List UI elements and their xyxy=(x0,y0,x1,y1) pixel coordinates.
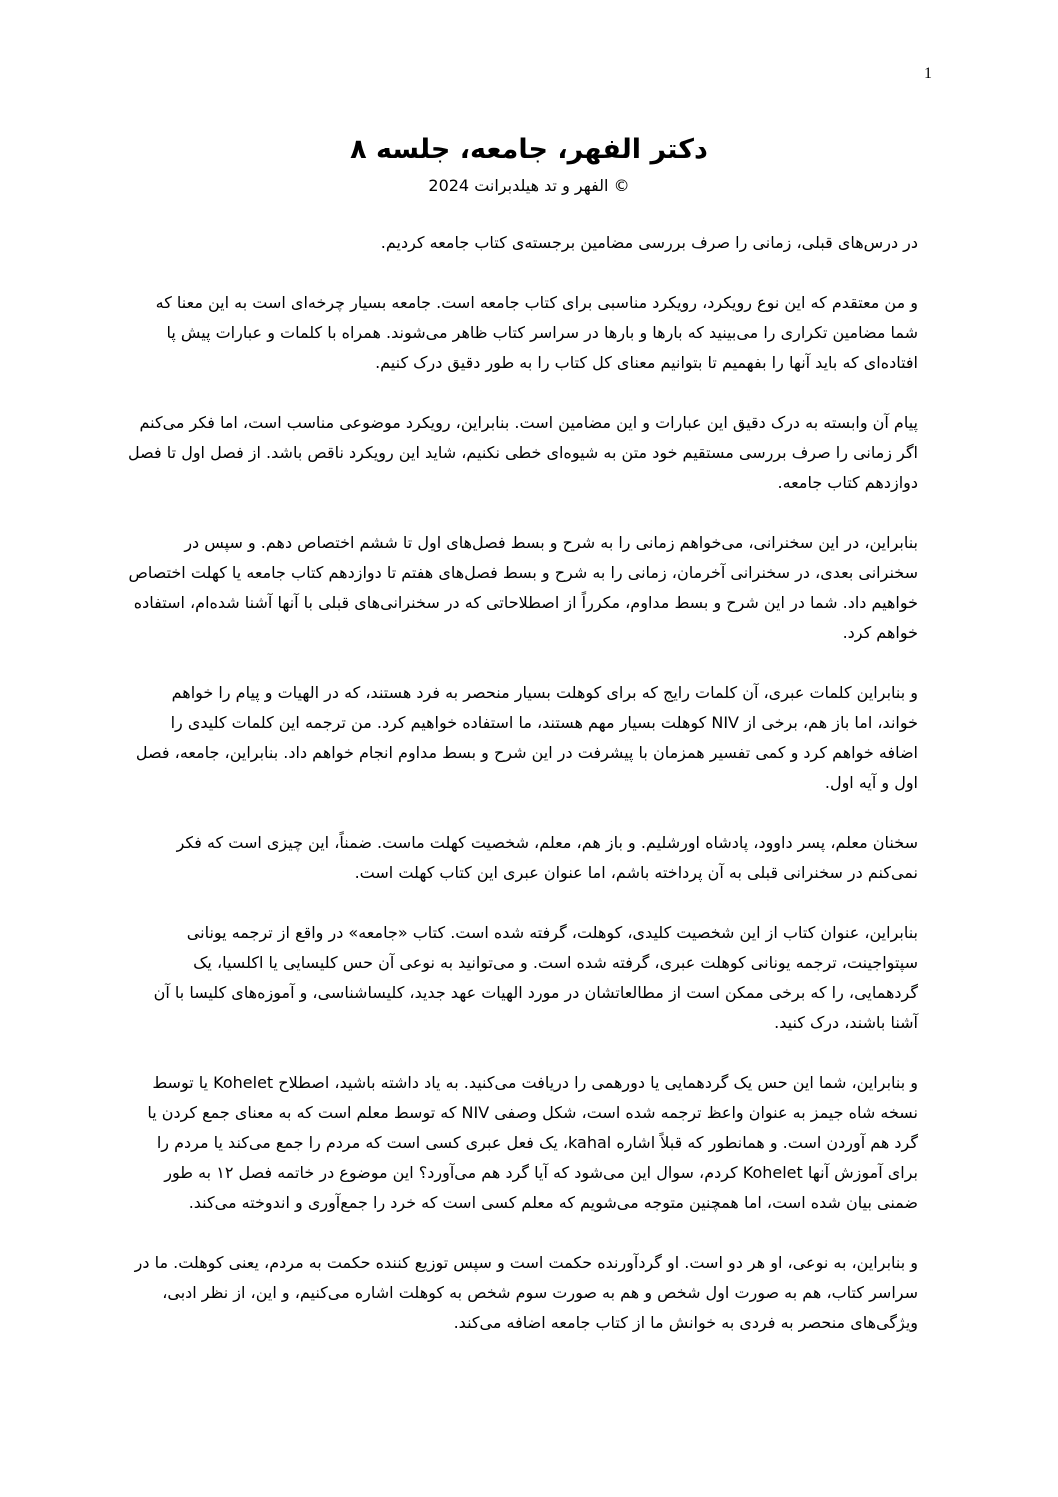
paragraph-5: و بنابراین کلمات عبری، آن کلمات رایج که برای کوهلت بسیار منحصر به فرد هستند، که در الهیات و پیام را خواهم خواند، اما باز هم، برخی از NIV کوهلت بسیار مهم هستند، ما استفاده خواهیم کرد. من ترجمه این کلمات کلیدی را اضافه خواهم کرد و کمی تفسیر همزمان با پیشرفت در این شرح و بسط مداوم انجام خواهم داد. بنابراین، جامعه، فصل اول و آیه اول. xyxy=(135,683,918,792)
document-body xyxy=(128,228,918,1368)
paragraph-2: و من معتقدم که این نوع رویکرد، رویکرد مناسبی برای کتاب جامعه است. جامعه بسیار چرخه‌ای است به این معنا که شما مضامین تکراری را می‌بینید که بارها و بارها در سراسر کتاب ظاهر می‌شوند. همراه با کلمات و عبارات پیش پا افتاده‌ای که باید آنها را بفهمیم تا بتوانیم معنای کل کتاب را به طور دقیق درک کنیم. xyxy=(155,293,918,372)
title-block xyxy=(0,128,1058,198)
paragraph-7: بنابراین، عنوان کتاب از این شخصیت کلیدی، کوهلت، گرفته شده است. کتاب «جامعه» در واقع از ترجمه یونانی سپتواجینت، ترجمه یونانی کوهلت عبری، گرفته شده است. و می‌توانید به نوعی آن حس کلیسایی یا اکلسیا، یک گردهمایی، را که برخی ممکن است از مطالعاتشان در مورد الهیات عهد جدید، کلیساشناسی، و آموزه‌های کلیسا با آن آشنا باشند، درک کنید. xyxy=(153,923,918,1032)
paragraph-8: و بنابراین، شما این حس یک گردهمایی یا دورهمی را دریافت می‌کنید. به یاد داشته باشید، اصطلاح Kohelet یا توسط نسخه شاه جیمز به عنوان واعظ ترجمه شده است، شکل وصفی NIV که توسط معلم است که به معنای جمع کردن یا گرد هم آوردن است. و همانطور که قبلاً اشاره kahal، یک فعل عبری کسی است که مردم را جمع می‌کند یا مردم را برای آموزش آنها Kohelet کردم، سوال این می‌شود که آیا گرد هم می‌آورد؟ این موضوع در خاتمه فصل ۱۲ به طور ضمنی بیان شده است، اما همچنین متوجه می‌شویم که معلم کسی است که خرد را جمع‌آوری و اندوخته می‌کند. xyxy=(147,1073,918,1212)
paragraph-6: سخنان معلم، پسر داوود، پادشاه اورشلیم. و باز هم، معلم، شخصیت کهلت ماست. ضمناً، این چیزی است که فکر نمی‌کنم در سخنرانی قبلی به آن پرداخته باشم، اما عنوان عبری این کتاب کهلت است. xyxy=(176,833,918,882)
document-title: دکتر الفهر، جامعه، جلسه ۸ xyxy=(350,134,708,165)
document-subtitle: الفهر و تد هیلدبرانت 2024 © xyxy=(428,176,630,195)
paragraph-9: و بنابراین، به نوعی، او هر دو است. او گردآورنده حکمت است و سپس توزیع کننده حکمت به مردم، یعنی کوهلت. ما در سراسر کتاب، هم به صورت اول شخص و هم به صورت سوم شخص به کوهلت اشاره می‌کنیم، و این، از نظر ادبی، ویژگی‌های منحصر به فردی به خوانش ما از کتاب جامعه اضافه می‌کند. xyxy=(134,1253,918,1332)
paragraph-4: بنابراین، در این سخنرانی، می‌خواهم زمانی را به شرح و بسط فصل‌های اول تا ششم اختصاص دهم. و سپس در سخنرانی بعدی، در سخنرانی آخرمان، زمانی را به شرح و بسط فصل‌های هفتم تا دوازدهم کتاب جامعه یا کهلت اختصاص خواهیم داد. شما در این شرح و بسط مداوم، مکرراً از اصطلاحاتی که در سخنرانی‌های قبلی با آنها آشنا شده‌ام، استفاده خواهم کرد. xyxy=(128,533,918,642)
page-number: 1 xyxy=(924,65,932,82)
paragraph-3: پیام آن وابسته به درک دقیق این عبارات و این مضامین است. بنابراین، رویکرد موضوعی مناسب است، اما فکر می‌کنم اگر زمانی را صرف بررسی مستقیم خود متن به شیوه‌ای خطی نکنیم، شاید این رویکرد ناقص باشد. از فصل اول تا فصل دوازدهم کتاب جامعه. xyxy=(128,413,918,492)
paragraph-1: در درس‌های قبلی، زمانی را صرف بررسی مضامین برجسته‌ی کتاب جامعه کردیم. xyxy=(380,233,918,252)
